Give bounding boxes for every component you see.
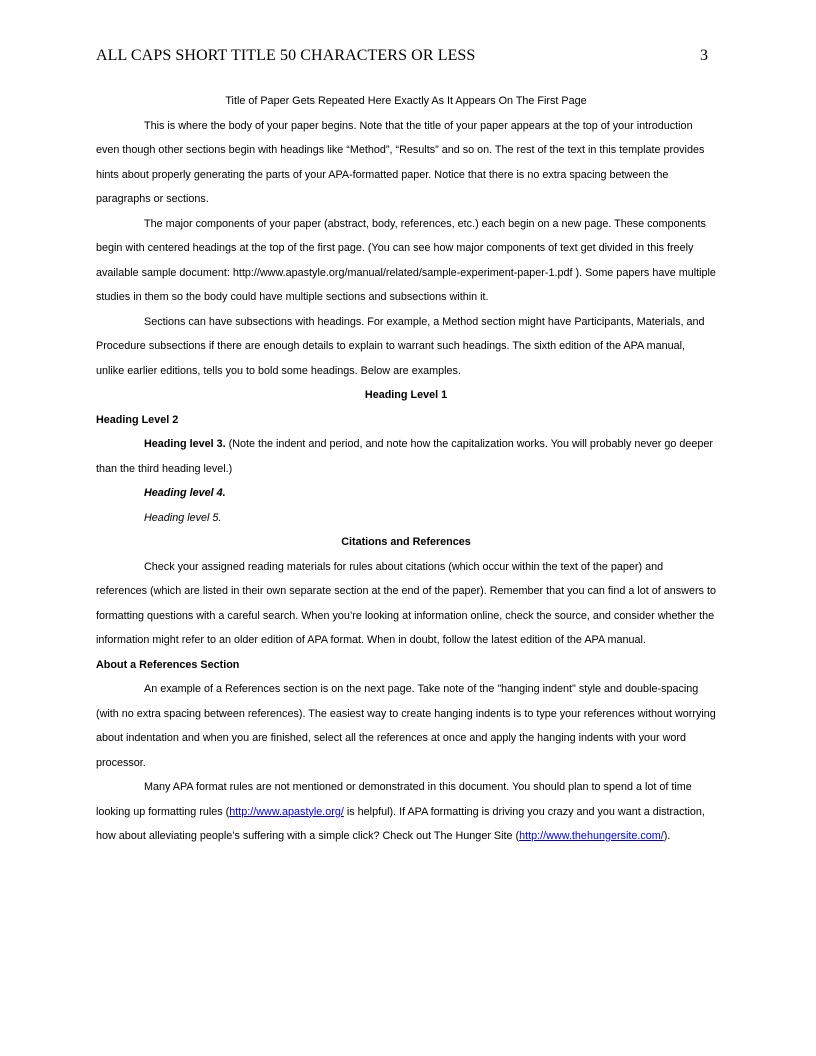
heading-level-3-text: (Note the indent and period, and note how the capitalization works. You will probably never go deeper than the third heading level.) [96,438,713,475]
heading-level-3: Heading level 3. [144,438,226,450]
references-paragraph-2-part-c: ). [663,830,671,842]
references-paragraph-1: An example of a References section is on the next page. Take note of the "hanging indent" style and double-spacing (with no extra spacing between references). The easiest way to create hanging indents is to type your references without worrying about indentation and when you are finished, select all the references at once and apply the hanging indents with your word processor. [96,683,716,769]
hungersite-link[interactable]: http://www.thehungersite.com/ [519,830,664,842]
citations-paragraph: Check your assigned reading materials for rules about citations (which occur within the text of the paper) and references (which are listed in their own separate section at the end of the paper). Remember that you can find a lot of answers to formatting questions with a careful search. When you’re looking at information online, check the source, and consider whether the information might refer to an older edition of APA format. When in doubt, follow the latest edition of the APA manual. [96,560,716,646]
running-head: ALL CAPS SHORT TITLE 50 CHARACTERS OR LESS [96,47,476,64]
references-paragraph-2 [96,775,716,849]
paper-title: Title of Paper Gets Repeated Here Exactly As It Appears On The First Page [225,95,587,107]
citations-heading: Citations and References [341,536,471,548]
references-heading: About a References Section [96,658,240,671]
heading-level-2: Heading Level 2 [96,413,179,426]
page-header [96,46,708,70]
heading-level-4: Heading level 4. [144,487,226,499]
intro-paragraph-2: The major components of your paper (abstract, body, references, etc.) each begin on a new page. These components begin with centered headings at the top of the first page. (You can see how major components of text get divided in this freely available sample document: http://www.apastyle.org/manual/related/sample-experiment-paper-1.pdf ). Some papers have multiple studies in them so the body could have multiple sections and subsections within it. [96,217,716,303]
page-number: 3 [700,47,708,64]
references-paragraph-2-part-a: Many APA format rules are not mentioned or demonstrated in this document. You should plan to spend a lot of time looking up formatting rules ( [96,781,692,818]
heading-level-5: Heading level 5. [144,511,222,524]
apastyle-link[interactable]: http://www.apastyle.org/ [229,805,344,818]
references-paragraph-2-part-b: is helpful). If APA formatting is driving you crazy and you want a distraction, how about alleviating people’s suffering with a simple click? Check out The Hunger Site ( [96,805,705,842]
document-body [96,89,716,849]
intro-paragraph-1: This is where the body of your paper begins. Note that the title of your paper appears at the top of your introduction even though other sections begin with headings like “Method”, “Results” and so on. The rest of the text in this template provides hints about properly generating the parts of your APA-formatted paper. Notice that there is no extra spacing between the paragraphs or sections. [96,119,705,205]
heading-level-1: Heading Level 1 [364,389,448,401]
heading-level-3-paragraph [96,432,716,481]
intro-paragraph-3: Sections can have subsections with headings. For example, a Method section might have Participants, Materials, and Procedure subsections if there are enough details to explain to warrant such headings. The sixth edition of the APA manual, unlike earlier editions, tells you to bold some headings. Below are examples. [96,315,705,377]
